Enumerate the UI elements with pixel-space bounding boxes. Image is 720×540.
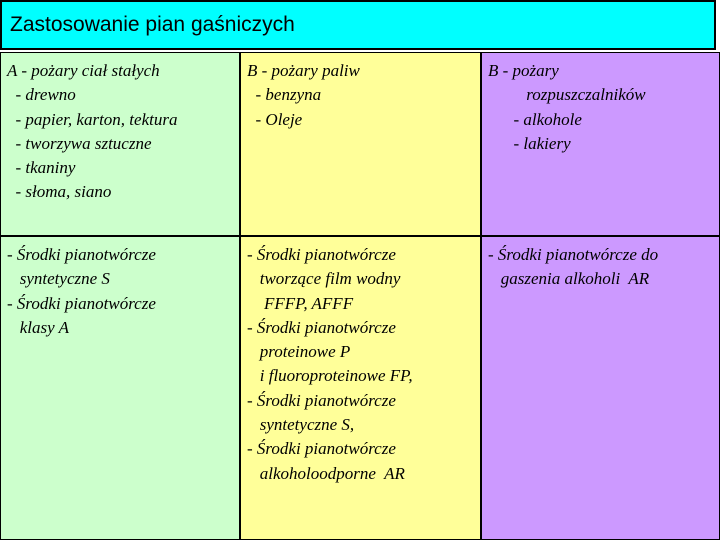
- cell-line: - Środki pianotwórcze: [7, 245, 156, 264]
- cell-fire-class-a: [0, 52, 240, 236]
- cell-agents-fuels: [240, 236, 481, 540]
- cell-line: - alkohole: [488, 109, 582, 129]
- page-title: Zastosowanie pian gaśniczych: [0, 0, 716, 50]
- cell-line: proteinowe P: [247, 342, 351, 362]
- cell-line: - Środki pianotwórcze: [7, 293, 156, 313]
- cell-line: - Środki pianotwórcze: [247, 439, 396, 459]
- cell-line: FFFP, AFFF: [247, 293, 354, 313]
- cell-line: - słoma, siano: [7, 182, 112, 202]
- cell-line: alkoholoodporne AR: [247, 463, 405, 483]
- cell-line: - tkaniny: [7, 158, 76, 178]
- cell-line: B - pożary paliw: [247, 61, 360, 80]
- cell-fire-class-b-fuels: [240, 52, 481, 236]
- cell-line: A - pożary ciał stałych: [7, 61, 160, 80]
- cell-line: syntetyczne S,: [247, 415, 355, 435]
- cell-line: tworzące film wodny: [247, 269, 401, 289]
- cell-line: - Środki pianotwórcze: [247, 317, 396, 337]
- cell-line: - lakiery: [488, 133, 571, 153]
- foam-usage-table: [0, 52, 720, 540]
- cell-agents-class-a: [0, 236, 240, 540]
- cell-line: B - pożary: [488, 61, 559, 80]
- cell-line: - drewno: [7, 85, 76, 105]
- cell-line: i fluoroproteinowe FP,: [247, 366, 413, 386]
- cell-fire-class-b-solvents: [481, 52, 720, 236]
- cell-line: klasy A: [7, 317, 70, 337]
- cell-line: - papier, karton, tektura: [7, 109, 178, 129]
- cell-line: - Oleje: [247, 109, 303, 129]
- cell-line: gaszenia alkoholi AR: [488, 269, 650, 289]
- cell-line: - Środki pianotwórcze do: [488, 245, 659, 264]
- cell-agents-solvents: [481, 236, 720, 540]
- cell-line: syntetyczne S: [7, 269, 110, 289]
- cell-line: - Środki pianotwórcze: [247, 245, 396, 264]
- cell-line: rozpuszczalników: [488, 85, 646, 105]
- cell-line: - Środki pianotwórcze: [247, 390, 396, 410]
- cell-line: - benzyna: [247, 85, 322, 105]
- cell-line: - tworzywa sztuczne: [7, 133, 152, 153]
